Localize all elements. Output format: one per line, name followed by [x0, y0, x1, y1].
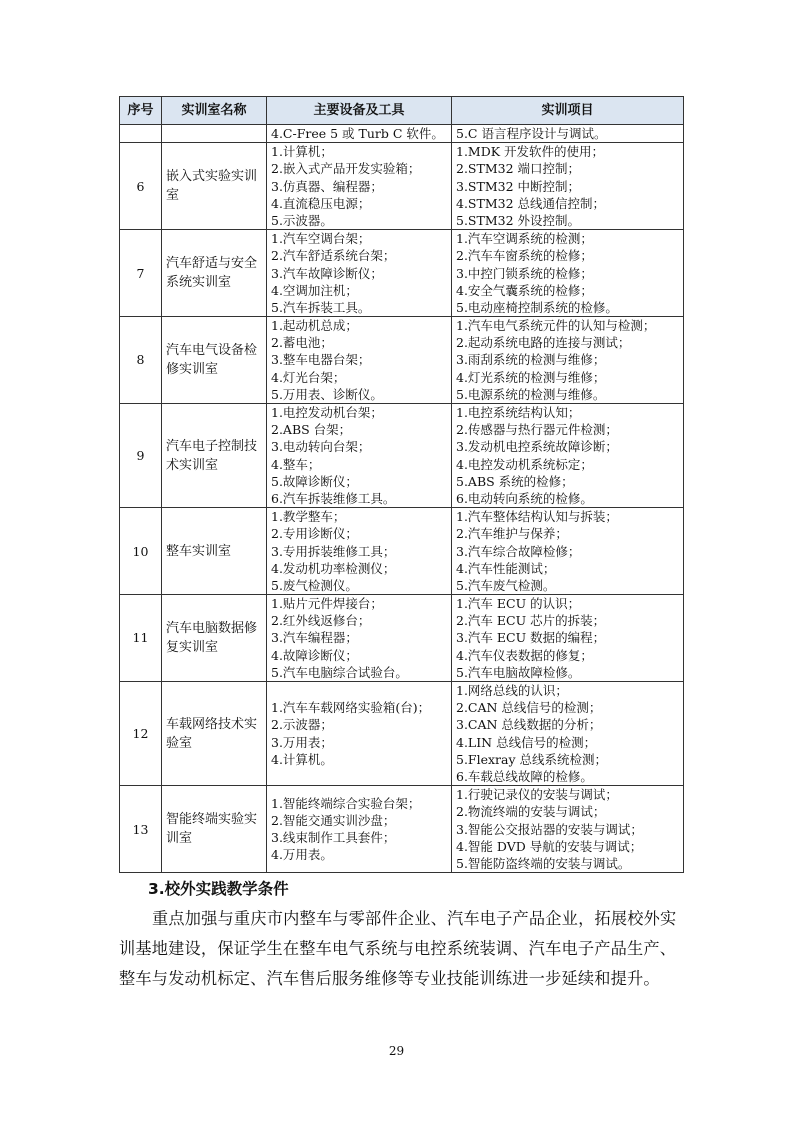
- header-room-name: 实训室名称: [162, 97, 267, 125]
- project-list: [452, 508, 684, 595]
- project-item: 5.电动座椅控制系统的检修。: [456, 299, 618, 315]
- project-list: [452, 143, 684, 230]
- table-row: [120, 595, 684, 682]
- equipment-list: [267, 786, 452, 873]
- equipment-item: 1.起动机总成；: [271, 318, 358, 334]
- equipment-item: 6.汽车拆装维修工具。: [271, 490, 396, 506]
- project-item: 1.汽车 ECU 的认识；: [456, 596, 581, 612]
- row-number: 7: [120, 230, 162, 317]
- row-number: 6: [120, 143, 162, 230]
- project-item: 3.发动机电控系统故障诊断；: [456, 439, 618, 455]
- table-row: [120, 404, 684, 508]
- equipment-list: [267, 143, 452, 230]
- equipment-list: [267, 682, 452, 786]
- room-name: 智能终端实验实训室: [162, 786, 267, 873]
- equipment-item: 2.嵌入式产品开发实验箱；: [271, 161, 421, 177]
- row-number: 12: [120, 682, 162, 786]
- project-item: 4.汽车仪表数据的修复；: [456, 647, 593, 663]
- equipment-item: 1.计算机；: [271, 144, 333, 160]
- equipment-item: 2.智能交通实训沙盘；: [271, 812, 396, 828]
- room-name: 汽车舒适与安全系统实训室: [162, 230, 267, 317]
- table-row: [120, 230, 684, 317]
- project-item: 5.汽车废气检测。: [456, 577, 556, 593]
- project-item: 2.CAN 总线信号的检测；: [456, 700, 602, 716]
- row-number: 8: [120, 317, 162, 404]
- continuation-number-cell: [120, 125, 162, 143]
- equipment-item: 5.废气检测仪。: [271, 577, 358, 593]
- room-name: 汽车电子控制技术实训室: [162, 404, 267, 508]
- equipment-list: [267, 404, 452, 508]
- table-row: [120, 682, 684, 786]
- room-name: 汽车电脑数据修复实训室: [162, 595, 267, 682]
- project-item: 2.汽车车窗系统的检修；: [456, 248, 593, 264]
- header-equipment: 主要设备及工具: [267, 97, 452, 125]
- room-name: 车载网络技术实验室: [162, 682, 267, 786]
- room-name: 嵌入式实验实训室: [162, 143, 267, 230]
- project-item: 3.智能公交报站器的安装与调试；: [456, 821, 643, 837]
- equipment-item: 3.汽车编程器；: [271, 630, 358, 646]
- project-item: 1.电控系统结构认知；: [456, 405, 581, 421]
- equipment-item: 1.教学整车；: [271, 509, 346, 525]
- equipment-item: 2.汽车舒适系统台架；: [271, 248, 396, 264]
- equipment-item: 2.红外线返修台；: [271, 613, 371, 629]
- equipment-item: 3.线束制作工具套件；: [271, 830, 396, 846]
- project-item: 1.MDK 开发软件的使用；: [456, 144, 605, 160]
- project-list: [452, 682, 684, 786]
- continuation-row: [120, 125, 684, 143]
- equipment-item: 4.计算机。: [271, 751, 333, 767]
- equipment-item: 4.空调加注机；: [271, 282, 358, 298]
- page-number: 29: [388, 1044, 405, 1058]
- equipment-item: 3.整车电器台架；: [271, 352, 371, 368]
- row-number: 10: [120, 508, 162, 595]
- project-item: 5.ABS 系统的检修；: [456, 473, 574, 489]
- equipment-item: 1.汽车空调台架；: [271, 231, 371, 247]
- equipment-item: 5.汽车拆装工具。: [271, 299, 371, 315]
- training-room-table: [119, 96, 684, 873]
- project-item: 3.中控门锁系统的检修；: [456, 265, 593, 281]
- equipment-item: 5.示波器。: [271, 212, 333, 228]
- project-item: 3.雨刮系统的检测与维修；: [456, 352, 606, 368]
- table-row: [120, 143, 684, 230]
- project-item: 2.传感器与热行器元件检测；: [456, 422, 618, 438]
- header-projects: 实训项目: [452, 97, 684, 125]
- equipment-item: 5.万用表、诊断仪。: [271, 386, 383, 402]
- header-number: 序号: [120, 97, 162, 125]
- project-item: 4.智能 DVD 导航的安装与调试；: [456, 838, 643, 854]
- project-item: 4.汽车性能测试；: [456, 560, 556, 576]
- equipment-list: [267, 317, 452, 404]
- room-name: 汽车电气设备检修实训室: [162, 317, 267, 404]
- project-item: 2.汽车 ECU 芯片的拆装；: [456, 613, 606, 629]
- project-item: 1.汽车整体结构认知与拆装；: [456, 509, 618, 525]
- continuation-equipment: 4.C-Free 5 或 Turb C 软件。: [267, 125, 452, 143]
- row-number: 9: [120, 404, 162, 508]
- project-list: [452, 230, 684, 317]
- project-item: 5.智能防盗终端的安装与调试。: [456, 855, 631, 871]
- section-heading: 3.校外实践教学条件: [148, 880, 289, 898]
- project-item: 5.汽车电脑故障检修。: [456, 664, 581, 680]
- project-list: [452, 317, 684, 404]
- project-item: 3.STM32 中断控制；: [456, 178, 581, 194]
- project-item: 4.灯光系统的检测与维修；: [456, 369, 606, 385]
- project-item: 4.STM32 总线通信控制；: [456, 195, 606, 211]
- project-item: 5.电源系统的检测与维修。: [456, 386, 606, 402]
- project-item: 4.电控发动机系统标定；: [456, 456, 593, 472]
- equipment-item: 3.专用拆装维修工具；: [271, 543, 396, 559]
- equipment-item: 4.万用表。: [271, 847, 333, 863]
- row-number: 13: [120, 786, 162, 873]
- project-item: 3.汽车 ECU 数据的编程；: [456, 630, 606, 646]
- project-item: 6.车载总线故障的检修。: [456, 768, 593, 784]
- project-item: 1.汽车电气系统元件的认知与检测；: [456, 318, 656, 334]
- equipment-item: 3.汽车故障诊断仪；: [271, 265, 383, 281]
- equipment-item: 4.灯光台架；: [271, 369, 346, 385]
- continuation-projects: 5.C 语言程序设计与调试。: [452, 125, 684, 143]
- project-item: 2.起动系统电路的连接与测试；: [456, 335, 631, 351]
- project-list: [452, 595, 684, 682]
- equipment-item: 5.汽车电脑综合试验台。: [271, 664, 408, 680]
- project-item: 5.STM32 外设控制。: [456, 212, 581, 228]
- project-item: 2.STM32 端口控制；: [456, 161, 581, 177]
- equipment-item: 4.发动机功率检测仪；: [271, 560, 396, 576]
- equipment-item: 1.汽车车载网络实验箱(台)；: [271, 700, 431, 716]
- equipment-item: 2.示波器；: [271, 717, 333, 733]
- equipment-item: 4.整车；: [271, 456, 321, 472]
- table-row: [120, 508, 684, 595]
- equipment-item: 2.蓄电池；: [271, 335, 333, 351]
- equipment-list: [267, 595, 452, 682]
- equipment-list: [267, 508, 452, 595]
- room-name: 整车实训室: [162, 508, 267, 595]
- equipment-item: 1.智能终端综合实验台架；: [271, 795, 421, 811]
- equipment-item: 3.万用表；: [271, 734, 333, 750]
- project-list: [452, 786, 684, 873]
- project-item: 1.网络总线的认识；: [456, 683, 568, 699]
- equipment-list: [267, 230, 452, 317]
- project-item: 4.LIN 总线信号的检测；: [456, 734, 597, 750]
- equipment-item: 4.故障诊断仪；: [271, 647, 358, 663]
- project-item: 3.汽车综合故障检修；: [456, 543, 581, 559]
- equipment-item: 1.贴片元件焊接台；: [271, 596, 383, 612]
- equipment-item: 1.电控发动机台架；: [271, 405, 383, 421]
- equipment-item: 3.仿真器、编程器；: [271, 178, 383, 194]
- table-row: [120, 317, 684, 404]
- equipment-item: 4.直流稳压电源；: [271, 195, 371, 211]
- project-item: 2.物流终端的安装与调试；: [456, 804, 606, 820]
- project-list: [452, 404, 684, 508]
- equipment-item: 2.ABS 台架；: [271, 422, 352, 438]
- project-item: 3.CAN 总线数据的分析；: [456, 717, 602, 733]
- section-paragraph: 重点加强与重庆市内整车与零部件企业、汽车电子产品企业，拓展校外实训基地建设，保证学生在整车电气系统与电控系统装调、汽车电子产品生产、整车与发动机标定、汽车售后服务维修等专业技能训练进一步延续和提升。: [119, 909, 677, 988]
- table-row: [120, 786, 684, 873]
- project-item: 4.安全气囊系统的检修；: [456, 282, 593, 298]
- project-item: 6.电动转向系统的检修。: [456, 490, 593, 506]
- table-header-row: [120, 97, 684, 125]
- project-item: 5.Flexray 总线系统检测；: [456, 751, 608, 767]
- continuation-name-cell: [162, 125, 267, 143]
- equipment-item: 2.专用诊断仪；: [271, 526, 358, 542]
- project-item: 1.汽车空调系统的检测；: [456, 231, 593, 247]
- project-item: 2.汽车维护与保养；: [456, 526, 568, 542]
- row-number: 11: [120, 595, 162, 682]
- equipment-item: 3.电动转向台架；: [271, 439, 371, 455]
- project-item: 1.行驶记录仪的安装与调试；: [456, 787, 618, 803]
- equipment-item: 5.故障诊断仪；: [271, 473, 358, 489]
